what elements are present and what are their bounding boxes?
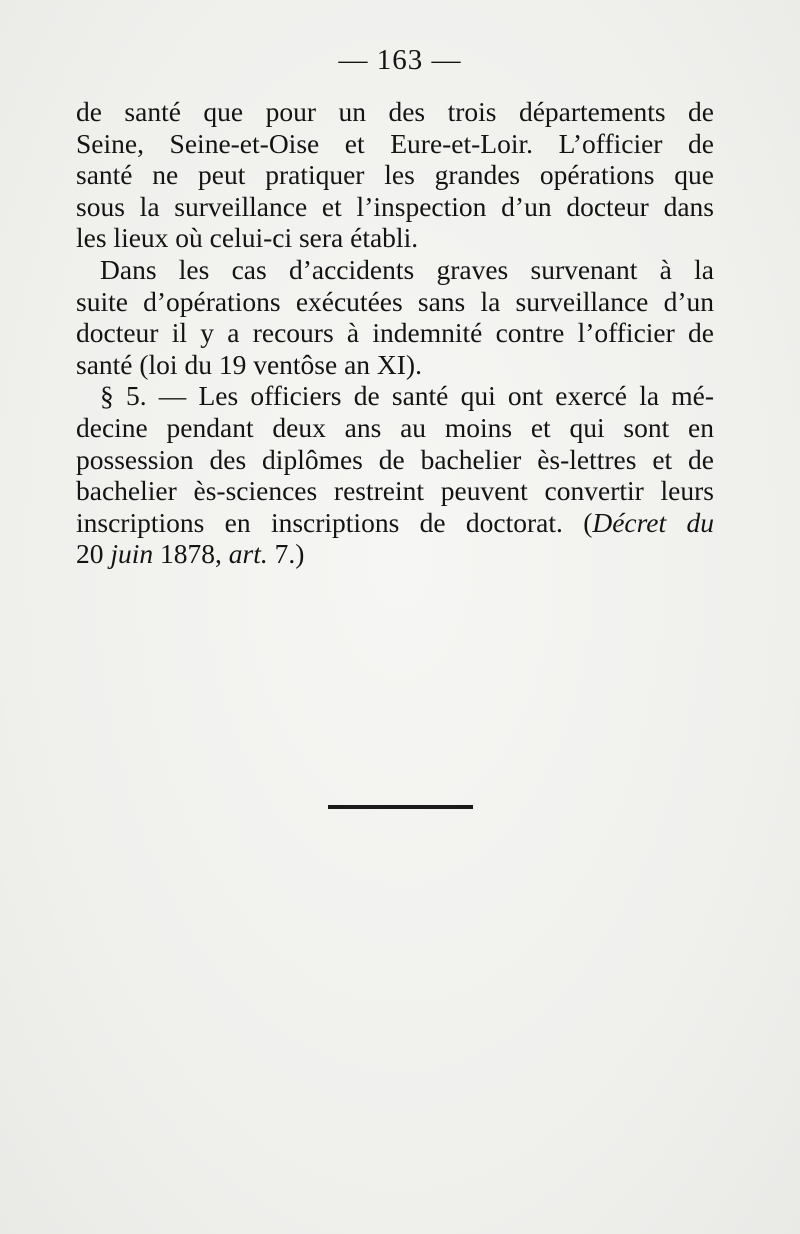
page-number: — 163 —	[338, 44, 462, 76]
text-line: santé ne peut pratiquer les grandes opérations que	[76, 159, 714, 191]
italic-segment: art.	[228, 538, 268, 570]
text-line: bachelier ès-sciences restreint peuvent convertir leurs	[76, 475, 714, 507]
text-line: docteur il y a recours à indemnité contre l’officier de	[76, 317, 714, 349]
text-line: decine pendant deux ans au moins et qui sont en	[76, 411, 714, 443]
text-line: Seine, Seine-et-Oise et Eure-et-Loir. L’officier de	[76, 127, 714, 159]
text-line: santé (loi du 19 ventôse an XI).	[76, 348, 422, 380]
text-line: sous la surveillance et l’inspection d’un docteur dans	[76, 190, 714, 222]
italic-segment: Décret du	[592, 506, 714, 538]
text-line	[76, 538, 714, 570]
text-segment: 7.)	[267, 538, 305, 570]
text-line: de santé que pour un des trois départements de	[76, 96, 714, 127]
text-line: § 5. — Les officiers de santé qui ont exercé la mé-	[100, 380, 714, 412]
text-line: possession des diplômes de bachelier ès-lettres et de	[76, 443, 714, 475]
section-divider	[328, 805, 473, 809]
text-line: Dans les cas d’accidents graves survenant à la	[100, 253, 714, 285]
italic-segment: juin	[110, 538, 154, 570]
text-segment: inscriptions en inscriptions de doctorat. (	[76, 506, 593, 538]
text-line	[76, 507, 714, 539]
text-segment: 1878,	[153, 538, 229, 570]
text-line: suite d’opérations exécutées sans la surveillance d’un	[76, 285, 714, 317]
text-line: les lieux où celui-ci sera établi.	[76, 222, 419, 254]
text-segment: 20	[76, 538, 111, 570]
body-text	[76, 96, 714, 570]
